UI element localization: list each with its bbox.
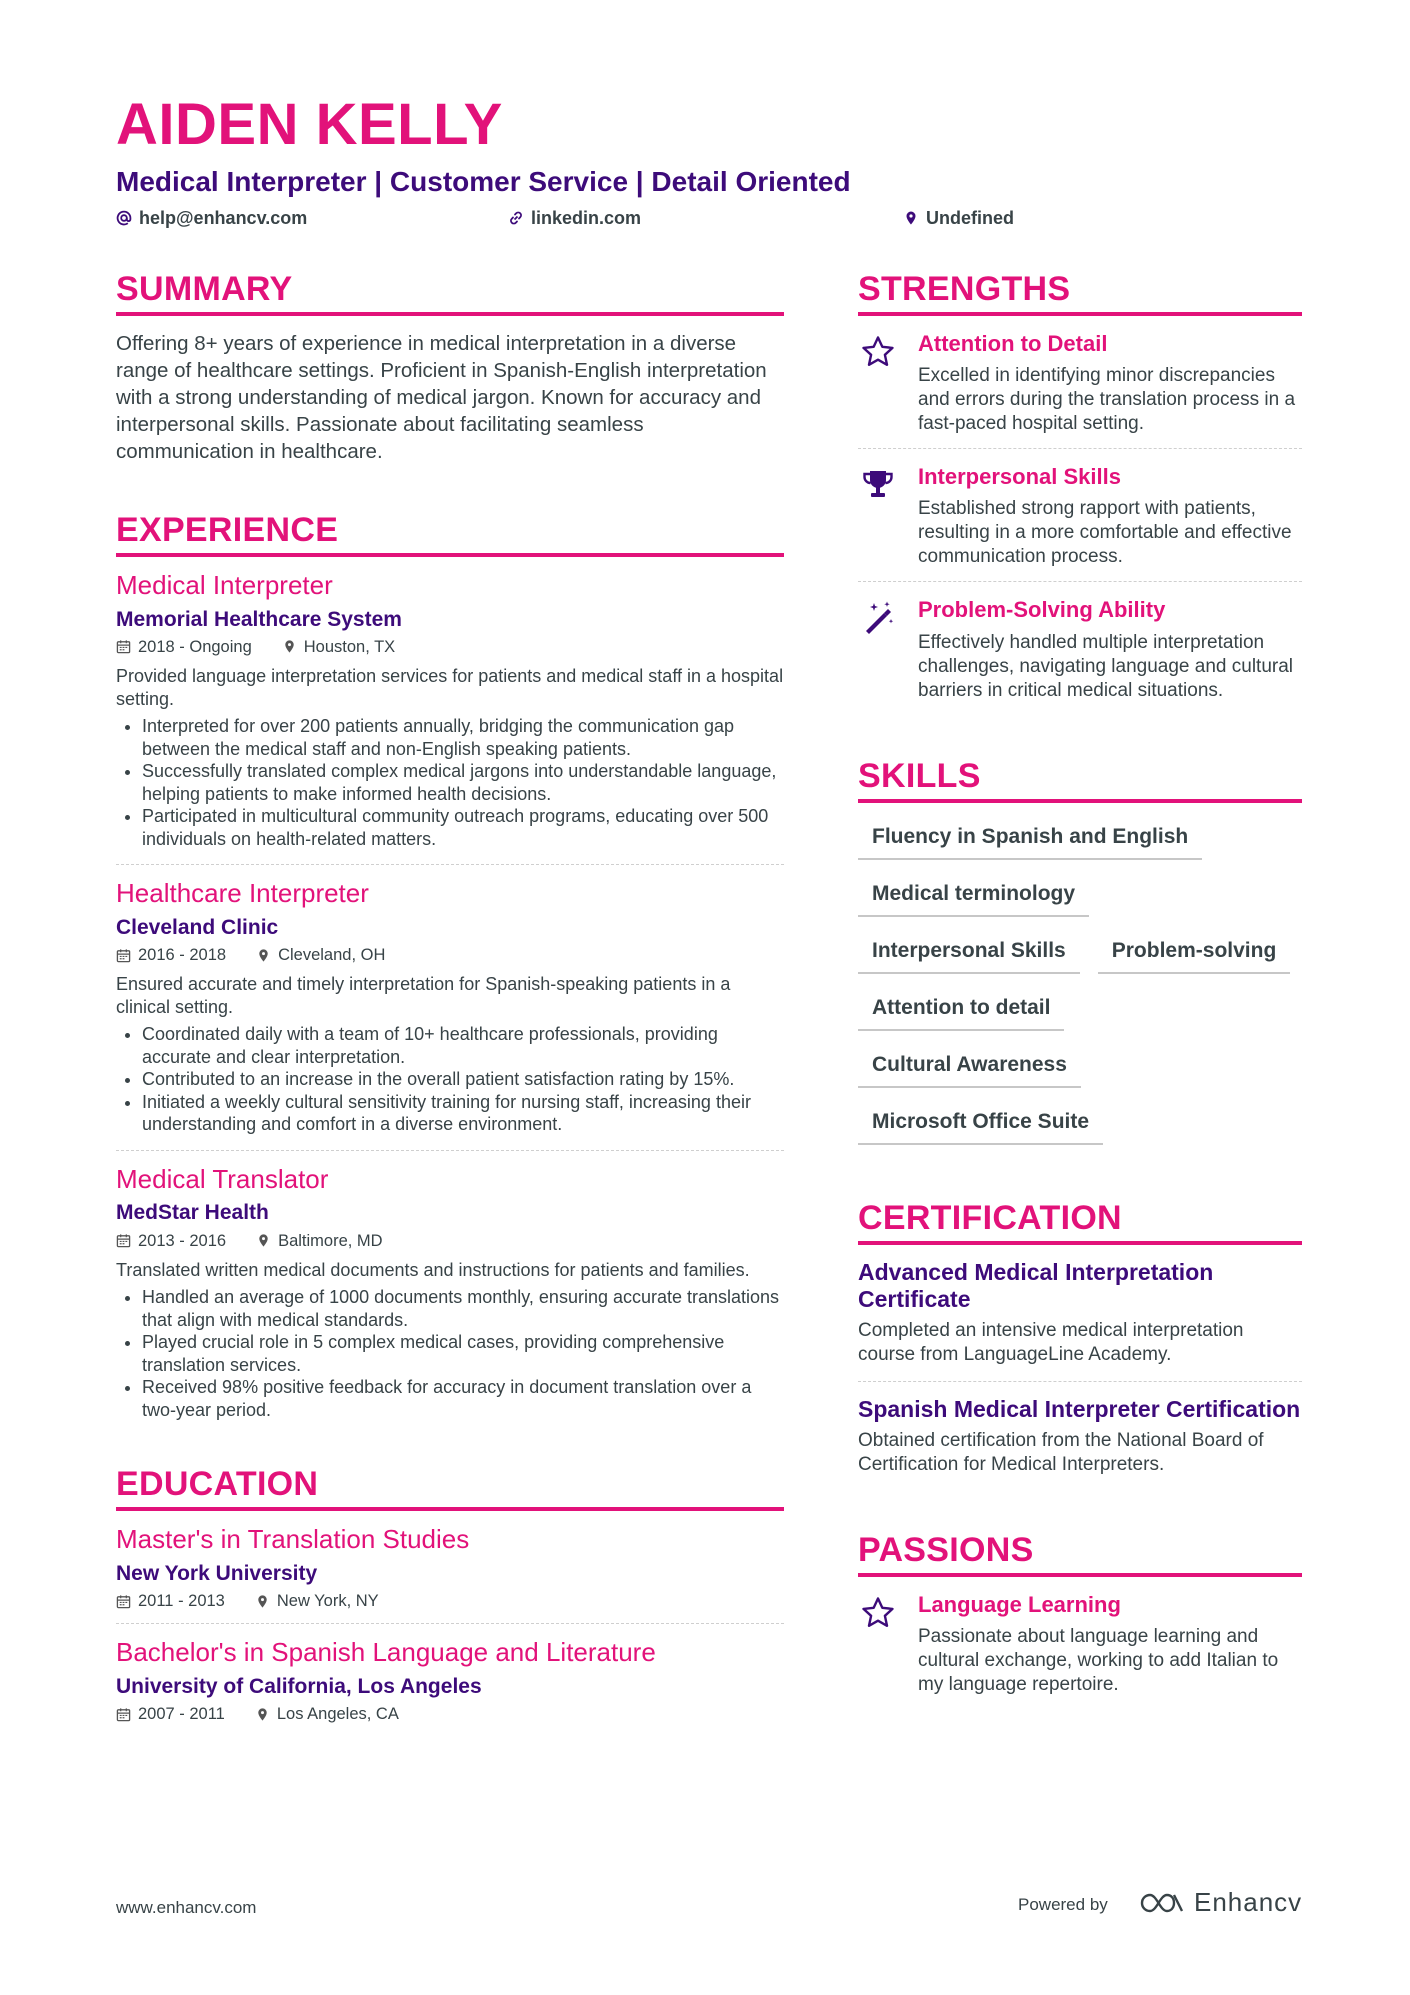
brand-name: Enhancv: [1194, 1887, 1303, 1917]
school-name: University of California, Los Angeles: [116, 1674, 482, 1698]
bullet-item: • Played crucial role in 5 complex medical cases, providing comprehensive translation services.: [142, 1331, 784, 1376]
education-location: New York, NY: [276, 1591, 379, 1610]
job-description: Provided language interpretation services for patients and medical staff in a hospital setting.: [116, 666, 784, 710]
company-name: Memorial Healthcare System: [116, 607, 402, 631]
linkedin-text: linkedin.com: [531, 208, 642, 228]
strength-description: Established strong rapport with patients, resulting in a more comfortable and effective communication process.: [918, 498, 1292, 568]
company-name: Cleveland Clinic: [116, 915, 279, 939]
right-column: [858, 272, 1302, 1709]
company-name: MedStar Health: [116, 1201, 269, 1225]
trophy-icon: [860, 467, 896, 503]
certification-description: Completed an intensive medical interpretation course from LanguageLine Academy.: [858, 1320, 1244, 1366]
bullet-item: • Participated in multicultural community outreach programs, educating over 500 individuals on health-related matters.: [142, 805, 784, 850]
footer-url[interactable]: www.enhancv.com: [116, 1898, 257, 1917]
job-title: Medical Interpreter: [116, 570, 333, 600]
certification-item: [858, 1245, 1302, 1382]
experience-entry: [116, 865, 784, 1151]
candidate-name: AIDEN KELLY: [116, 92, 503, 157]
strength-title: Attention to Detail: [918, 331, 1108, 356]
summary-title: SUMMARY: [116, 272, 784, 316]
calendar-icon: [116, 1233, 131, 1248]
strength-title: Problem-Solving Ability: [918, 597, 1166, 623]
job-meta: [116, 947, 784, 964]
skill-tag: Microsoft Office Suite: [858, 1100, 1103, 1145]
calendar-icon: [116, 639, 131, 654]
certification-title: CERTIFICATION: [858, 1201, 1302, 1245]
summary-section: [116, 272, 784, 465]
at-icon: [116, 210, 132, 226]
strength-item: [858, 449, 1302, 582]
job-dates: 2016 - 2018: [138, 945, 227, 964]
strength-title: Interpersonal Skills: [918, 464, 1121, 490]
degree-title: Bachelor's in Spanish Language and Literature: [116, 1637, 656, 1668]
strengths-section: [858, 272, 1302, 715]
passion-title: Language Learning: [918, 1592, 1121, 1618]
map-pin-icon: [256, 1233, 271, 1248]
strength-item: [858, 582, 1302, 714]
job-bullets: [116, 1023, 784, 1136]
skill-tag: Medical terminology: [858, 872, 1089, 917]
job-dates: 2013 - 2016: [138, 1231, 227, 1250]
skill-tag: Fluency in Spanish and English: [858, 815, 1202, 860]
education-meta: [116, 1706, 784, 1723]
experience-section: [116, 513, 784, 1435]
calendar-icon: [116, 1594, 131, 1609]
enhancv-logo-icon: [1138, 1889, 1186, 1917]
job-description: Translated written medical documents and instructions for patients and families.: [116, 1260, 750, 1281]
map-pin-icon: [255, 1707, 270, 1722]
map-pin-icon: [256, 948, 271, 963]
map-pin-icon: [903, 210, 919, 226]
passions-title: PASSIONS: [858, 1533, 1302, 1577]
magic-wand-icon: [860, 600, 896, 636]
passion-description: Passionate about language learning and cultural exchange, working to add Italian to my language repertoire.: [918, 1626, 1279, 1696]
job-location: Baltimore, MD: [278, 1231, 383, 1250]
job-title: Healthcare Interpreter: [116, 878, 369, 909]
strength-description: Effectively handled multiple interpretation challenges, navigating language and cultural barriers in critical medical situations.: [918, 631, 1293, 701]
education-meta: [116, 1593, 784, 1610]
skills-title: SKILLS: [858, 759, 1302, 803]
education-title: EDUCATION: [116, 1467, 784, 1511]
strengths-title: STRENGTHS: [858, 272, 1302, 316]
star-icon: [860, 1595, 896, 1631]
certification-section: [858, 1201, 1302, 1491]
bullet-item: • Successfully translated complex medical jargons into understandable language, helping patients to make informed health decisions.: [142, 760, 784, 805]
bullet-item: • Handled an average of 1000 documents monthly, ensuring accurate translations that align with medical standards.: [142, 1286, 784, 1331]
bullet-item: • Coordinated daily with a team of 10+ healthcare professionals, providing accurate and clear interpretation.: [142, 1023, 784, 1068]
education-dates: 2011 - 2013: [138, 1591, 225, 1610]
certification-description: Obtained certification from the National Board of Certification for Medical Interpreters.: [858, 1430, 1264, 1476]
calendar-icon: [116, 1707, 131, 1722]
powered-by-label: Powered by: [1018, 1895, 1108, 1914]
contact-location: [903, 209, 1014, 227]
strength-description: Excelled in identifying minor discrepancies and errors during the translation process in a fast-paced hospital setting.: [918, 365, 1296, 435]
calendar-icon: [116, 948, 131, 963]
skill-tag: Interpersonal Skills: [858, 929, 1080, 974]
bullet-item: • Interpreted for over 200 patients annually, bridging the communication gap between the medical staff and non-English speaking patients.: [142, 715, 784, 760]
job-meta: [116, 639, 784, 656]
experience-entry: [116, 1151, 784, 1435]
star-icon: [860, 334, 896, 370]
education-section: [116, 1467, 784, 1736]
skill-tag: Cultural Awareness: [858, 1043, 1081, 1088]
job-title: Medical Translator: [116, 1163, 329, 1194]
email-text: help@enhancv.com: [139, 208, 308, 228]
candidate-headline: Medical Interpreter | Customer Service | Detail Oriented: [116, 166, 851, 197]
bullet-item: • Initiated a weekly cultural sensitivity training for nursing staff, increasing their understanding and comfort in a diverse environment.: [142, 1091, 784, 1136]
job-dates: 2018 - Ongoing: [138, 637, 252, 656]
left-column: [116, 272, 784, 1736]
skills-section: [858, 756, 1302, 1158]
enhancv-logo[interactable]: [1138, 1887, 1302, 1918]
job-meta: [116, 1233, 784, 1250]
skill-tag: Problem-solving: [1098, 929, 1291, 974]
bullet-item: • Contributed to an increase in the overall patient satisfaction rating by 15%.: [142, 1068, 784, 1091]
certification-item: [858, 1382, 1302, 1491]
map-pin-icon: [282, 639, 297, 654]
experience-entry: [116, 557, 784, 865]
education-entry: [116, 1511, 784, 1624]
education-location: Los Angeles, CA: [276, 1704, 399, 1723]
passion-item: [858, 1577, 1302, 1709]
location-text: Undefined: [926, 208, 1014, 228]
job-bullets: [116, 715, 784, 850]
bullet-item: • Received 98% positive feedback for accuracy in document translation over a two-year period.: [142, 1376, 784, 1421]
summary-text: Offering 8+ years of experience in medical interpretation in a diverse range of healthcare settings. Proficient in Spanish-English interpretation with a strong understanding of medical jargon. Known for accuracy and interpersonal skills. Passionate about facilitating seamless communication in healthcare.: [116, 332, 767, 463]
passions-section: [858, 1533, 1302, 1709]
education-entry: [116, 1624, 784, 1736]
school-name: New York University: [116, 1561, 318, 1585]
education-dates: 2007 - 2011: [138, 1704, 225, 1723]
skill-tag: Attention to detail: [858, 986, 1064, 1031]
job-location: Houston, TX: [303, 637, 396, 656]
job-bullets: [116, 1286, 784, 1421]
certification-name: Spanish Medical Interpreter Certification: [858, 1396, 1301, 1423]
skills-list: [858, 815, 1302, 1158]
job-description: Ensured accurate and timely interpretation for Spanish-speaking patients in a clinical setting.: [116, 974, 731, 1018]
link-icon: [508, 210, 524, 226]
job-location: Cleveland, OH: [278, 945, 386, 964]
map-pin-icon: [255, 1594, 270, 1609]
contact-linkedin[interactable]: [508, 209, 641, 227]
certification-name: Advanced Medical Interpretation Certificate: [858, 1259, 1214, 1313]
strength-item: [858, 316, 1302, 449]
experience-title: EXPERIENCE: [116, 513, 784, 557]
contact-email[interactable]: [116, 209, 307, 227]
degree-title: Master's in Translation Studies: [116, 1524, 470, 1555]
